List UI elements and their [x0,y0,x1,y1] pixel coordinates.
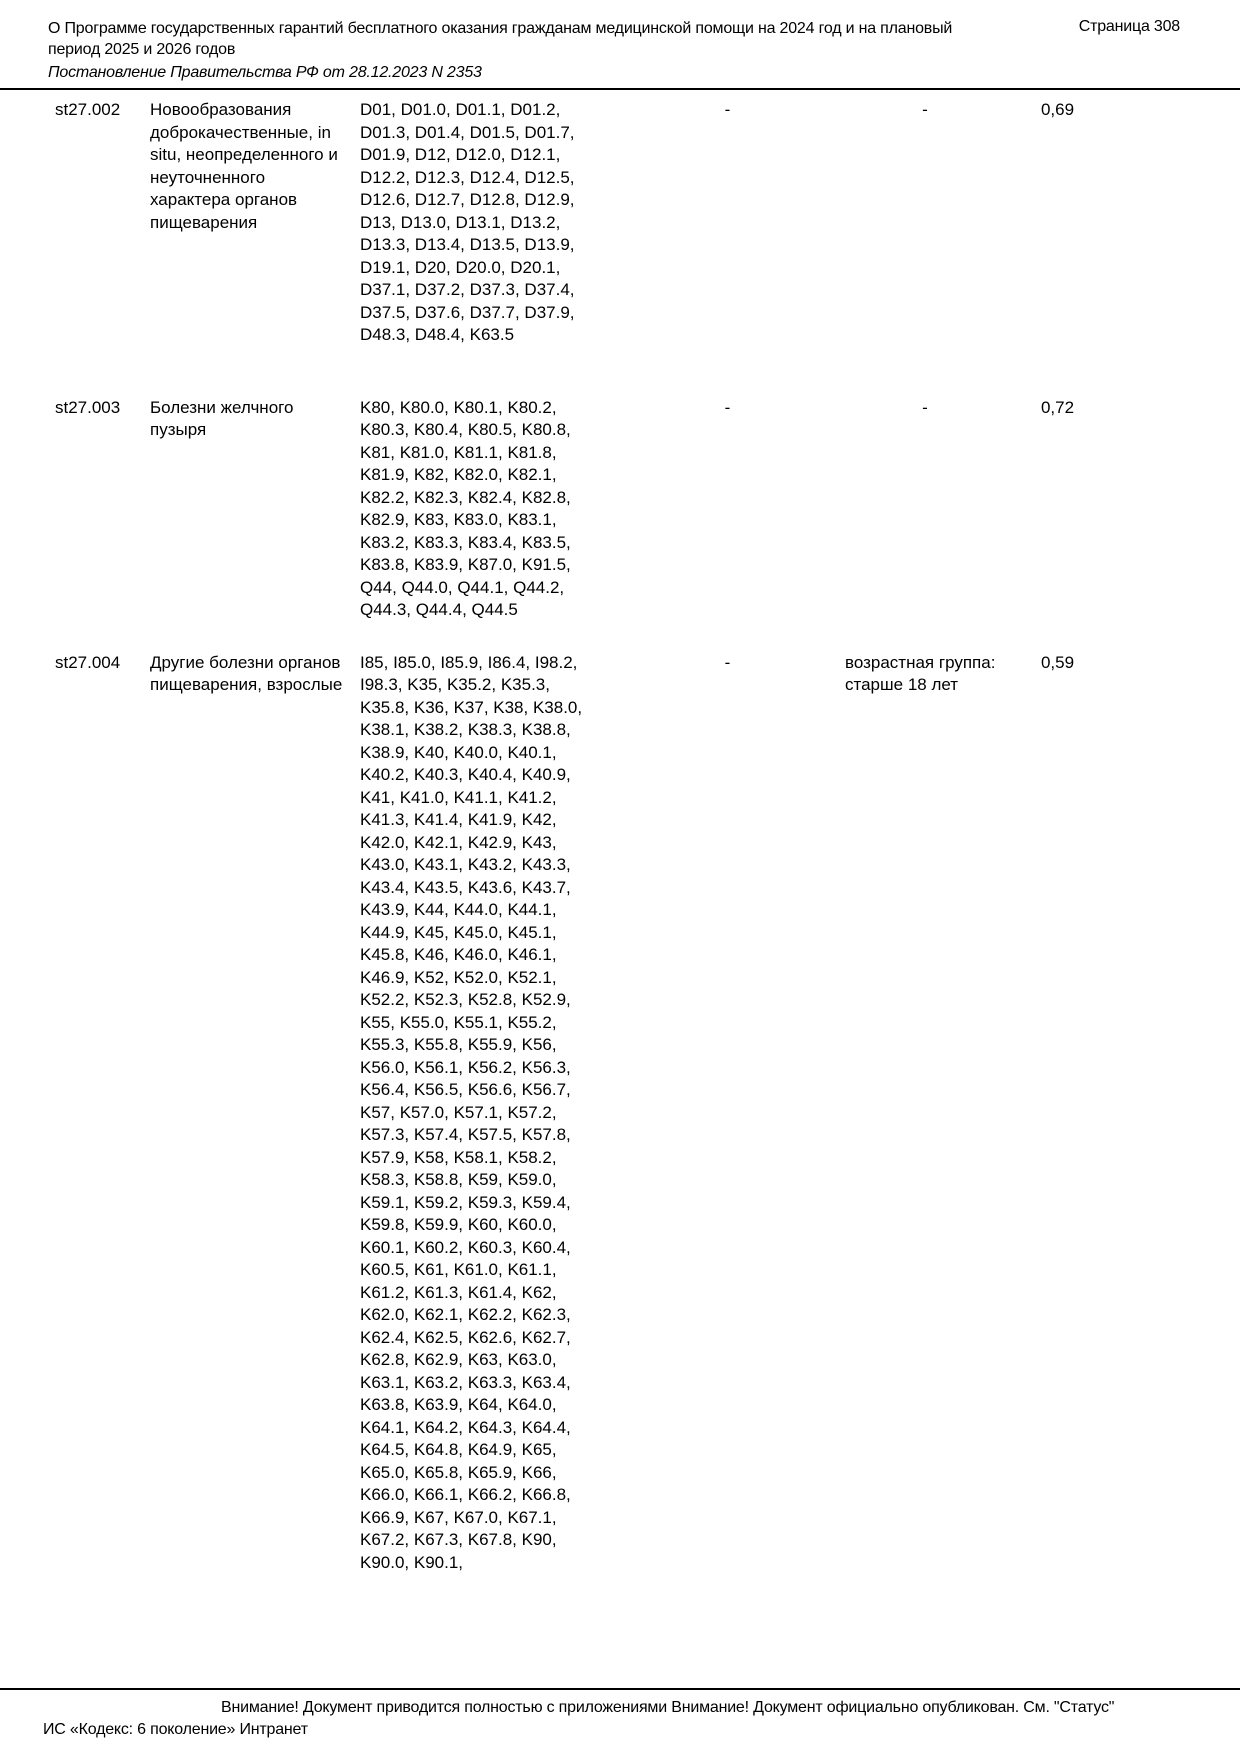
document-header [48,18,1192,83]
row-icd-codes-cell: I85, I85.0, I85.9, I86.4, I98.2, I98.3, K35, K35.2, K35.3, K35.8, K36, K37, K38, K38.0, K38.1, K38.2, K38.3, K38.8, K38.9, K40, K40.0, K40.1, K40.2, K40.3, K40.4, K40.9, K41, K41.0, K41.1, K41.2, K41.3, K41.4, K41.9, K42, K42.0, K42.1, K42.9, K43, K43.0, K43.1, K43.2, K43.3, K43.4, K43.5, K43.6, K43.7, K43.9, K44, K44.0, K44.1, K44.9, K45, K45.0, K45.1, K45.8, K46, K46.0, K46.1, K46.9, K52, K52.0, K52.1, K52.2, K52.3, K52.8, K52.9, K55, K55.0, K55.1, K55.2, K55.3, K55.8, K55.9, K56, K56.0, K56.1, K56.2, K56.3, K56.4, K56.5, K56.6, K56.7, K57, K57.0, K57.1, K57.2, K57.3, K57.4, K57.5, K57.8, K57.9, K58, K58.1, K58.2, K58.3, K58.8, K59, K59.0, K59.1, K59.2, K59.3, K59.4, K59.8, K59.9, K60, K60.0, K60.1, K60.2, K60.3, K60.4, K60.5, K61, K61.0, K61.1, K61.2, K61.3, K61.4, K62, K62.0, K62.1, K62.2, K62.3, K62.4, K62.5, K62.6, K62.7, K62.8, K62.9, K63, K63.0, K63.1, K63.2, K63.3, K63.4, K63.8, K63.9, K64, K64.0, K64.1, K64.2, K64.3, K64.4, K64.5, K64.8, K64.9, K65, K65.0, K65.8, K65.9, K66, K66.0, K66.1, K66.2, K66.8, K66.9, K67, K67.0, K67.1, K67.2, K67.3, K67.8, K90, K90.0, K90.1, [360,652,583,1572]
row-name-cell: Другие болезни органов пищеварения, взрослые [150,652,343,694]
document-subtitle: Постановление Правительства РФ от 28.12.2023 N 2353 [48,64,482,81]
row-modifier2-cell: - [922,397,928,417]
row-modifier2-cell: - [922,100,928,119]
row-name-cell: Болезни желчного пузыря [150,397,294,439]
row-modifier1-cell: - [724,652,731,672]
row-name-cell: Новообразования доброкачественные, in situ, неопределенного и неуточненного характера органов пищеварения [150,100,338,232]
footer-source-text: ИС «Кодекс: 6 поколение» Интранет [43,1721,308,1738]
row-icd-codes-cell: D01, D01.0, D01.1, D01.2, D01.3, D01.4, D01.5, D01.7, D01.9, D12, D12.0, D12.1, D12.2, D12.3, D12.4, D12.5, D12.6, D12.7, D12.8, D12.9, D13, D13.0, D13.1, D13.2, D13.3, D13.4, D13.5, D13.9, D19.1, D20, D20.0, D20.1, D37.1, D37.2, D37.3, D37.4, D37.5, D37.6, D37.7, D37.9, D48.3, D48.4, K63.5 [360,100,575,344]
header-divider-line [0,88,1240,90]
document-title: О Программе государственных гарантий бесплатного оказания гражданам медицинской помощи на 2024 год и на плановый период 2025 и 2026 годов [48,20,953,58]
row-modifier1-cell: - [724,397,731,417]
row-coefficient-cell: 0,69 [1040,100,1075,119]
row-coefficient-cell: 0,72 [1040,397,1075,417]
row-modifier1-cell: - [724,100,731,119]
table-row [48,397,1100,622]
document-footer [43,1697,1200,1741]
row-icd-codes-cell: K80, K80.0, K80.1, K80.2, K80.3, K80.4, K80.5, K80.8, K81, K81.0, K81.1, K81.8, K81.9, K82, K82.0, K82.1, K82.2, K82.3, K82.4, K82.8, K82.9, K83, K83.0, K83.1, K83.2, K83.3, K83.4, K83.5, K83.8, K83.9, K87.0, K91.5, Q44, Q44.0, Q44.1, Q44.2, Q44.3, Q44.4, Q44.5 [360,397,571,619]
row-coefficient-cell: 0,59 [1040,652,1075,672]
footer-divider-line [0,1688,1240,1690]
table-row [48,99,1100,347]
page-number-label: Страница 308 [1078,18,1180,35]
table-row [48,652,1100,1575]
row-code-cell: st27.004 [55,652,121,672]
tariff-table [48,99,1100,1574]
row-modifier2-cell: возрастная группа: старше 18 лет [845,652,996,694]
row-code-cell: st27.002 [55,100,121,119]
footer-notice-text: Внимание! Документ приводится полностью с приложениями Внимание! Документ официально опубликован. См. "Статус" [221,1699,1115,1716]
row-code-cell: st27.003 [55,397,121,417]
